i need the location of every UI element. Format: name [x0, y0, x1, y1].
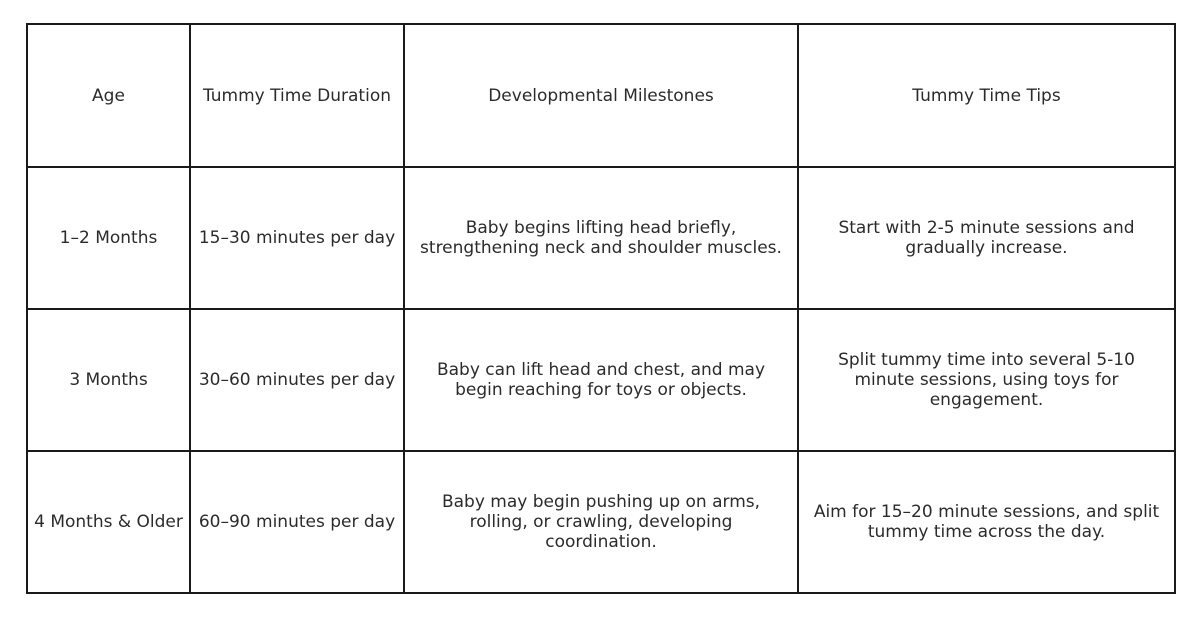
- milestones-cell: Baby can lift head and chest, and may begin reaching for toys or objects.: [404, 309, 798, 451]
- milestones-cell: Baby begins lifting head briefly, strengthening neck and shoulder muscles.: [404, 167, 798, 309]
- header-row: [27, 24, 1175, 167]
- age-cell: 4 Months & Older: [27, 451, 190, 593]
- header-milestones: Developmental Milestones: [404, 24, 798, 167]
- header-age: Age: [27, 24, 190, 167]
- tummy-time-table: [26, 23, 1176, 594]
- header-duration: Tummy Time Duration: [190, 24, 404, 167]
- table-row: [27, 309, 1175, 451]
- milestones-cell: Baby may begin pushing up on arms, rolling, or crawling, developing coordination.: [404, 451, 798, 593]
- header-tips: Tummy Time Tips: [798, 24, 1175, 167]
- duration-cell: 60–90 minutes per day: [190, 451, 404, 593]
- table-body: [27, 167, 1175, 593]
- age-cell: 3 Months: [27, 309, 190, 451]
- table-row: [27, 451, 1175, 593]
- table-header: [27, 24, 1175, 167]
- age-cell: 1–2 Months: [27, 167, 190, 309]
- duration-cell: 15–30 minutes per day: [190, 167, 404, 309]
- tips-cell: Split tummy time into several 5-10 minute sessions, using toys for engagement.: [798, 309, 1175, 451]
- tips-cell: Start with 2-5 minute sessions and gradually increase.: [798, 167, 1175, 309]
- table-row: [27, 167, 1175, 309]
- duration-cell: 30–60 minutes per day: [190, 309, 404, 451]
- tips-cell: Aim for 15–20 minute sessions, and split tummy time across the day.: [798, 451, 1175, 593]
